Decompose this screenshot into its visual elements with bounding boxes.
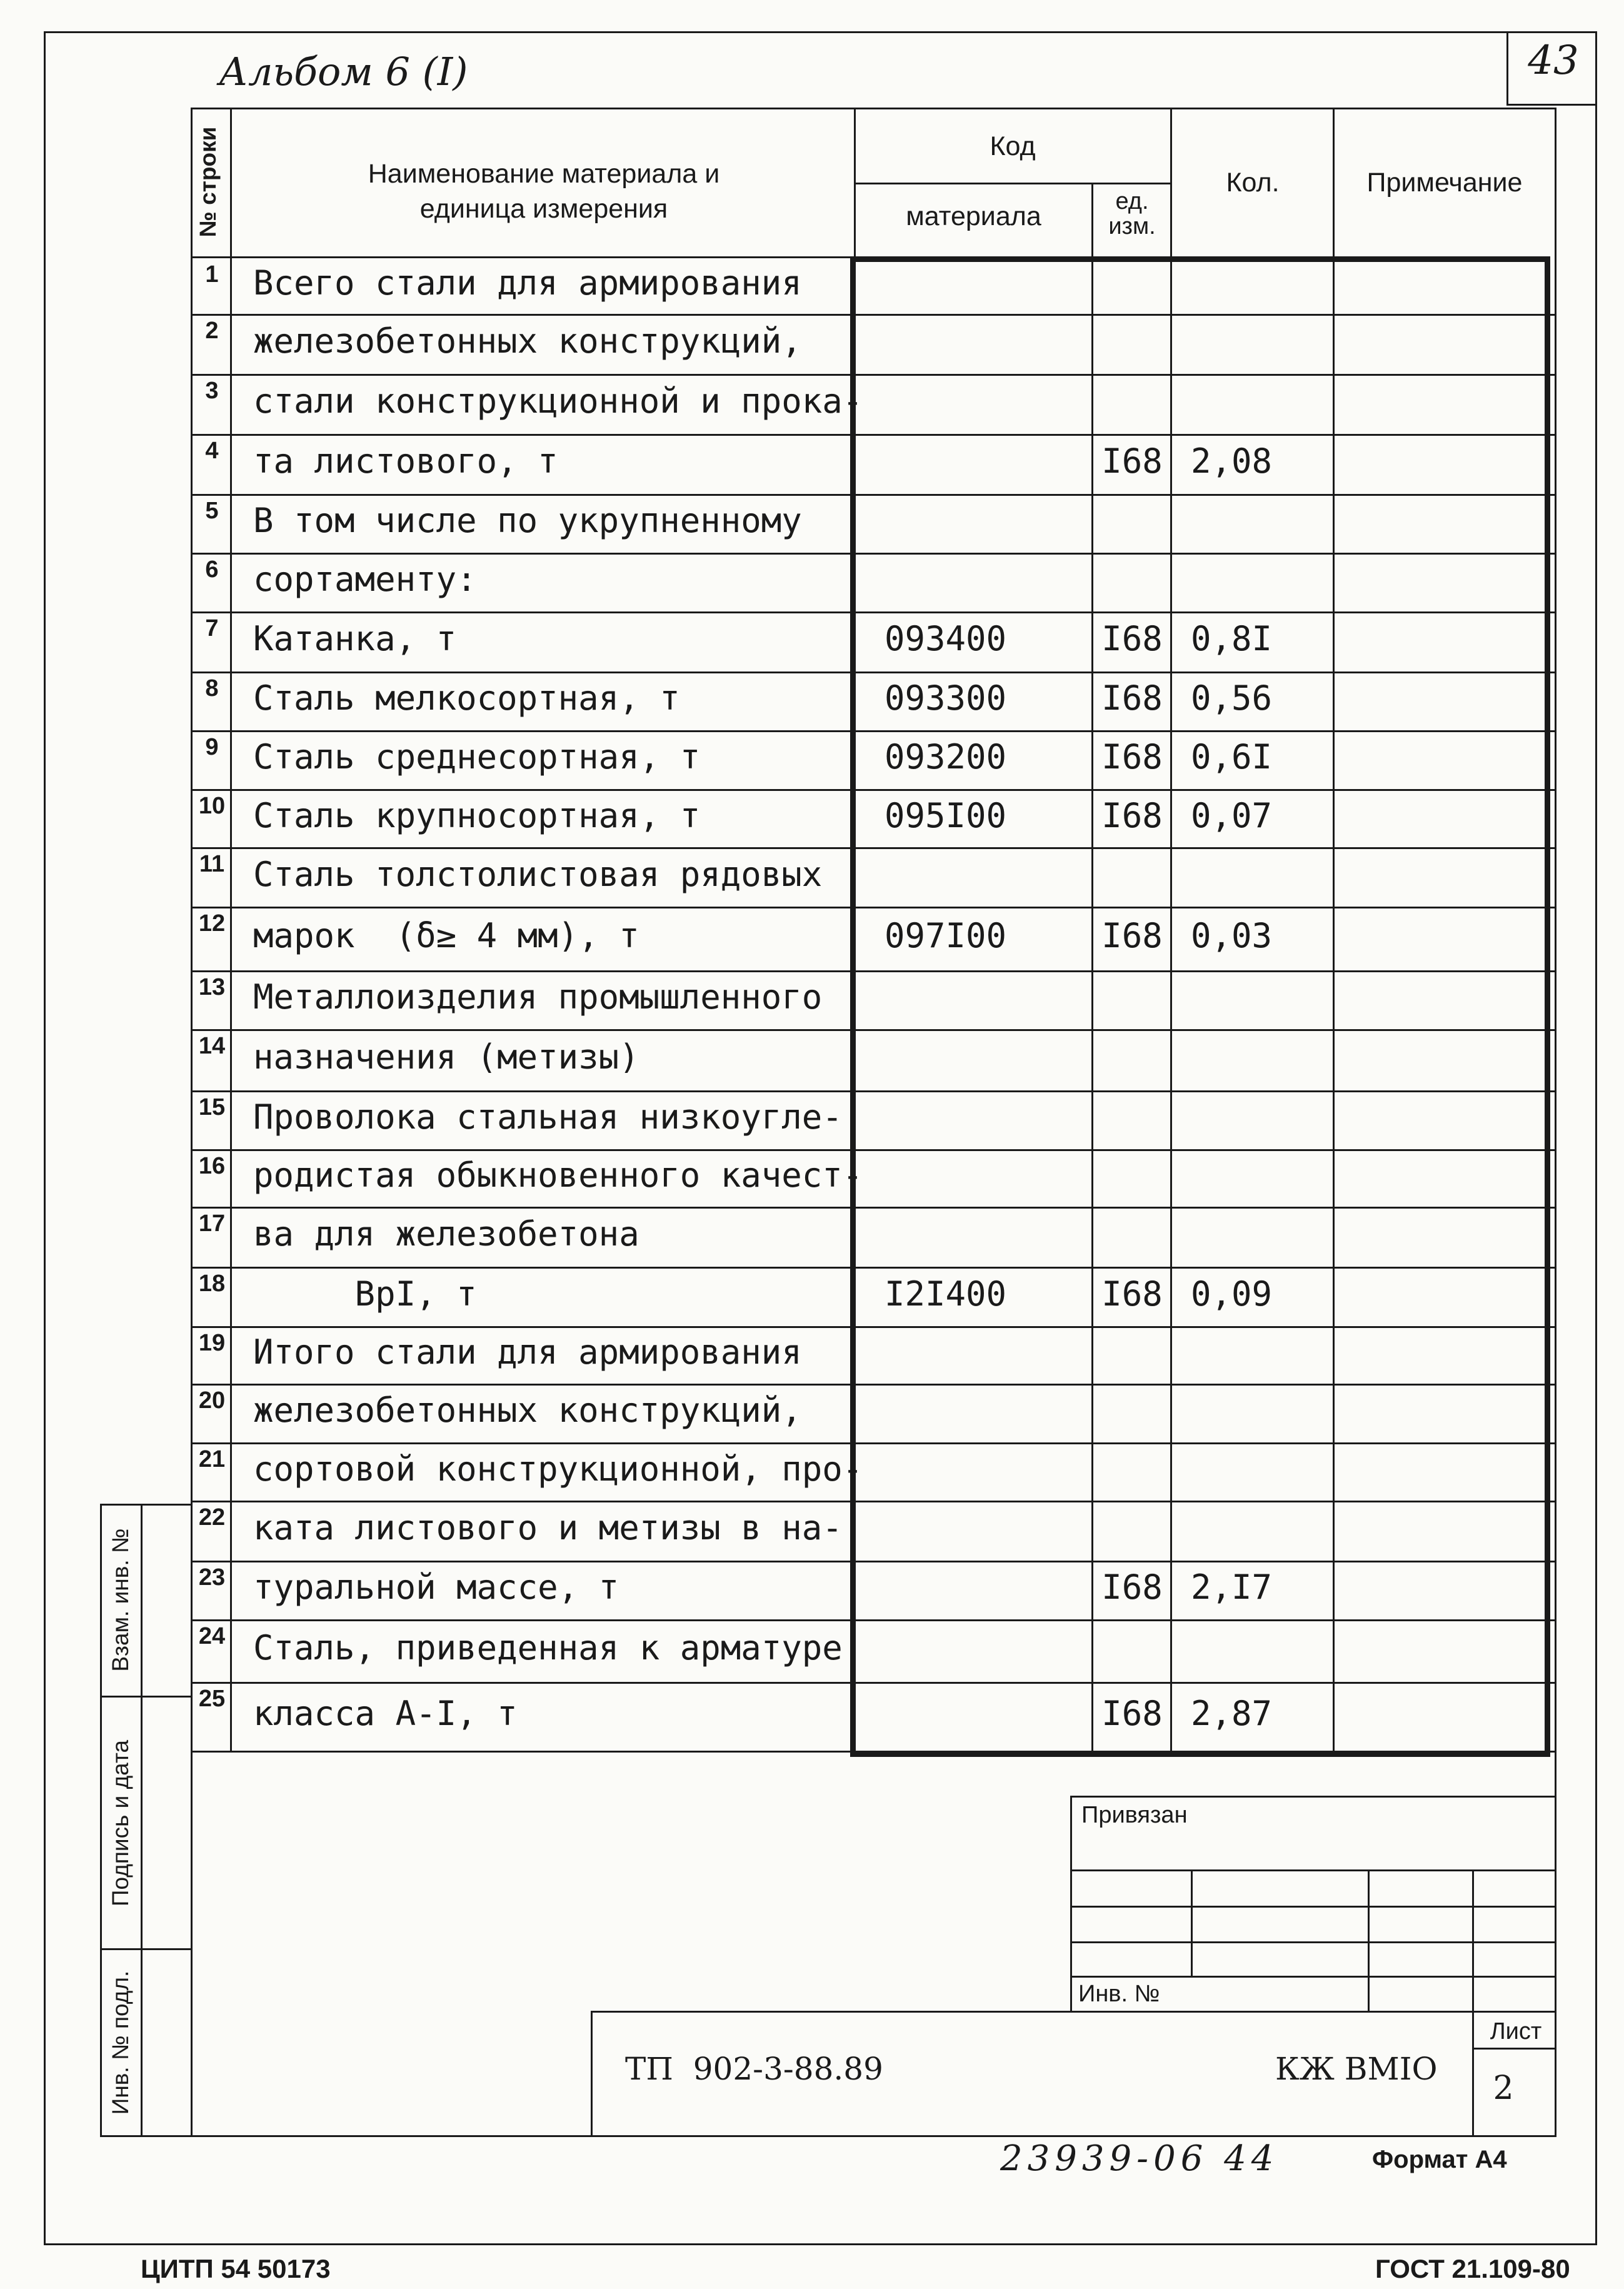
row-name: родистая обыкновенного качест-: [253, 1155, 863, 1195]
row-divider: [191, 907, 1556, 908]
row-name: стали конструкционной и прока-: [253, 381, 863, 421]
page-box-bottom: [1506, 104, 1597, 106]
row-divider: [191, 789, 1556, 791]
row-divider: [191, 970, 1556, 972]
hdr-line-code-mid: [854, 183, 1172, 184]
row-name: Всего стали для армирования: [253, 263, 802, 303]
row-number: 20: [198, 1387, 226, 1414]
row-name: сортовой конструкционной, про-: [253, 1449, 863, 1489]
row-quantity: 2,87: [1191, 1694, 1273, 1733]
row-divider: [191, 1501, 1556, 1502]
row-number: 10: [198, 793, 226, 819]
frame-right: [1595, 31, 1597, 2245]
row-divider: [191, 672, 1556, 673]
stamp-inv-no: Инв. №: [1078, 1981, 1160, 2007]
row-number: 8: [205, 675, 219, 702]
row-number: 1: [205, 261, 219, 288]
row-name: Сталь среднесортная, т: [253, 737, 701, 777]
tb-row2: [1070, 1906, 1556, 1908]
row-number: 13: [198, 974, 226, 1000]
tb-privyazan-top: [1070, 1796, 1556, 1798]
stamp-list-value: 2: [1493, 2070, 1514, 2107]
row-name: Металлоизделия промышленного: [253, 977, 823, 1017]
header-code: Код: [990, 131, 1036, 161]
row-divider: [191, 553, 1556, 555]
row-number: 17: [198, 1210, 226, 1237]
row-divider: [191, 374, 1556, 376]
bottom-frame-line: [100, 2135, 1556, 2137]
row-number: 11: [199, 851, 225, 877]
header-material: материала: [906, 201, 1041, 231]
row-name: железобетонных конструкций,: [253, 1391, 802, 1430]
col-line-qty: [1170, 258, 1172, 1755]
row-divider: [191, 1682, 1556, 1684]
row-material-code: 097I00: [885, 916, 1007, 955]
frame-left: [44, 31, 46, 2245]
row-divider: [191, 1326, 1556, 1328]
page-number: 43: [1528, 38, 1579, 84]
table-right: [1555, 108, 1556, 2136]
row-number: 4: [205, 438, 219, 464]
row-divider: [191, 1267, 1556, 1269]
row-name: Сталь крупносортная, т: [253, 795, 701, 835]
row-unit-code: I68: [1101, 795, 1163, 835]
row-quantity: 0,07: [1191, 795, 1273, 835]
row-divider: [191, 611, 1556, 613]
row-quantity: 0,8I: [1191, 619, 1273, 658]
row-number: 7: [205, 615, 219, 641]
row-name: сортаменту:: [253, 560, 477, 599]
row-name: ВрI, т: [253, 1274, 477, 1314]
data-area-border: [850, 256, 1550, 1757]
header-unit: ед. изм.: [1108, 188, 1156, 239]
row-divider: [191, 1149, 1556, 1151]
row-name: назначения (метизы): [253, 1037, 639, 1077]
row-divider: [191, 1384, 1556, 1386]
side-left: [100, 1504, 102, 2137]
row-name: В том числе по укрупненному: [253, 501, 802, 540]
row-unit-code: I68: [1101, 619, 1163, 658]
table-top: [191, 108, 1556, 109]
row-number: 14: [198, 1033, 226, 1059]
row-material-code: 093200: [885, 737, 1007, 777]
row-number: 2: [205, 318, 219, 344]
row-name: Сталь мелкосортная, т: [253, 678, 680, 718]
row-name: ва для железобетона: [253, 1214, 639, 1254]
hdr-line-unit-left: [1091, 183, 1093, 258]
album-title: Альбом 6 (I): [219, 49, 468, 94]
row-name: ката листового и метизы в на-: [253, 1508, 843, 1547]
side-vzam: Взам. инв. №: [108, 1528, 133, 1672]
row-name: марок (δ≥ 4 мм), т: [253, 916, 639, 955]
header-qty: Кол.: [1226, 168, 1280, 198]
row-divider: [191, 1029, 1556, 1031]
page-box-left: [1506, 31, 1508, 105]
row-name: класса А-I, т: [253, 1694, 518, 1733]
row-name: Проволока стальная низкоугле-: [253, 1097, 843, 1137]
row-quantity: 0,09: [1191, 1274, 1273, 1314]
row-number: 24: [198, 1623, 226, 1649]
side-div1: [100, 1696, 193, 1698]
side-mid: [141, 1504, 143, 2137]
footer-right: ГОСТ 21.109-80: [1375, 2254, 1570, 2283]
col-line-unit: [1091, 258, 1093, 1755]
row-number: 18: [198, 1270, 226, 1297]
tb-col1: [1191, 1869, 1193, 1976]
row-unit-code: I68: [1101, 1274, 1163, 1314]
side-inv-podl: Инв. № подл.: [108, 1970, 133, 2115]
tb-row3: [1070, 1941, 1556, 1943]
row-quantity: 0,6I: [1191, 737, 1273, 777]
stamp-list-label: Лист: [1490, 2018, 1542, 2045]
row-name: Сталь, приведенная к арматуре: [253, 1628, 843, 1668]
row-unit-code: I68: [1101, 737, 1163, 777]
row-number: 5: [205, 498, 219, 524]
tb-doc-top: [591, 2011, 1556, 2013]
row-divider: [191, 1090, 1556, 1092]
row-material-code: 095I00: [885, 795, 1007, 835]
tb-doc-left: [591, 2011, 593, 2136]
tb-row1: [1070, 1869, 1556, 1871]
col-line-rownum: [230, 108, 232, 1752]
tb-privyazan-left: [1070, 1796, 1072, 2012]
row-quantity: 0,03: [1191, 916, 1273, 955]
table-bottom: [191, 1751, 1556, 1753]
stamp-doc: ТП 902-3-88.89: [625, 2051, 883, 2087]
row-divider: [191, 730, 1556, 732]
row-quantity: 2,I7: [1191, 1567, 1273, 1607]
row-material-code: I2I400: [885, 1274, 1007, 1314]
format-label: Формат А4: [1372, 2146, 1507, 2173]
row-name: Катанка, т: [253, 619, 457, 658]
row-divider: [191, 1619, 1556, 1621]
row-number: 25: [198, 1686, 226, 1712]
handwritten-number: 23939-06 44: [1000, 2138, 1279, 2179]
row-quantity: 2,08: [1191, 441, 1273, 481]
table-left: [191, 108, 193, 2136]
row-divider: [191, 847, 1556, 849]
frame-bottom: [44, 2243, 1597, 2245]
row-name: туральной массе, т: [253, 1567, 619, 1607]
row-number: 12: [198, 910, 226, 937]
side-podpis: Подпись и дата: [108, 1739, 133, 1907]
row-number: 6: [205, 556, 219, 583]
row-quantity: 0,56: [1191, 678, 1273, 718]
row-unit-code: I68: [1101, 1694, 1163, 1733]
stamp-privyazan: Привязан: [1081, 1802, 1188, 1828]
row-divider: [191, 1442, 1556, 1444]
stamp-code: КЖ ВМIО: [1275, 2051, 1438, 2087]
footer-left: ЦИТП 54 50173: [141, 2254, 331, 2283]
hdr-line-note-left: [1333, 108, 1335, 258]
row-unit-code: I68: [1101, 678, 1163, 718]
hdr-bottom-line: [191, 256, 853, 258]
row-unit-code: I68: [1101, 1567, 1163, 1607]
row-number: 19: [198, 1330, 226, 1356]
row-number: 15: [198, 1094, 226, 1120]
row-name: Итого стали для армирования: [253, 1332, 802, 1372]
row-unit-code: I68: [1101, 916, 1163, 955]
row-name: та листового, т: [253, 441, 558, 481]
row-number: 16: [198, 1153, 226, 1179]
row-number: 22: [198, 1504, 226, 1531]
row-divider: [191, 1207, 1556, 1209]
frame-top: [44, 31, 1597, 33]
header-name: Наименование материала и единица измерения: [368, 159, 720, 224]
tb-col2: [1368, 1869, 1370, 2012]
row-unit-code: I68: [1101, 441, 1163, 481]
row-divider: [191, 1561, 1556, 1562]
tb-row4: [1070, 1976, 1556, 1978]
row-number: 9: [205, 734, 219, 760]
row-number: 3: [205, 378, 219, 404]
row-divider: [191, 494, 1556, 496]
tb-list-div: [1472, 2048, 1556, 2050]
row-name: железобетонных конструкций,: [253, 321, 802, 361]
row-material-code: 093300: [885, 678, 1007, 718]
row-number: 23: [198, 1564, 226, 1591]
tb-col3: [1472, 1869, 1474, 2137]
row-material-code: 093400: [885, 619, 1007, 658]
row-name: Сталь толстолистовая рядовых: [253, 854, 823, 894]
side-top: [100, 1504, 193, 1506]
col-line-note: [1333, 258, 1335, 1755]
row-divider: [191, 314, 1556, 316]
row-number: 21: [198, 1446, 226, 1472]
row-divider: [191, 434, 1556, 436]
header-note: Примечание: [1366, 168, 1523, 198]
header-row-no: № строки: [195, 126, 221, 238]
